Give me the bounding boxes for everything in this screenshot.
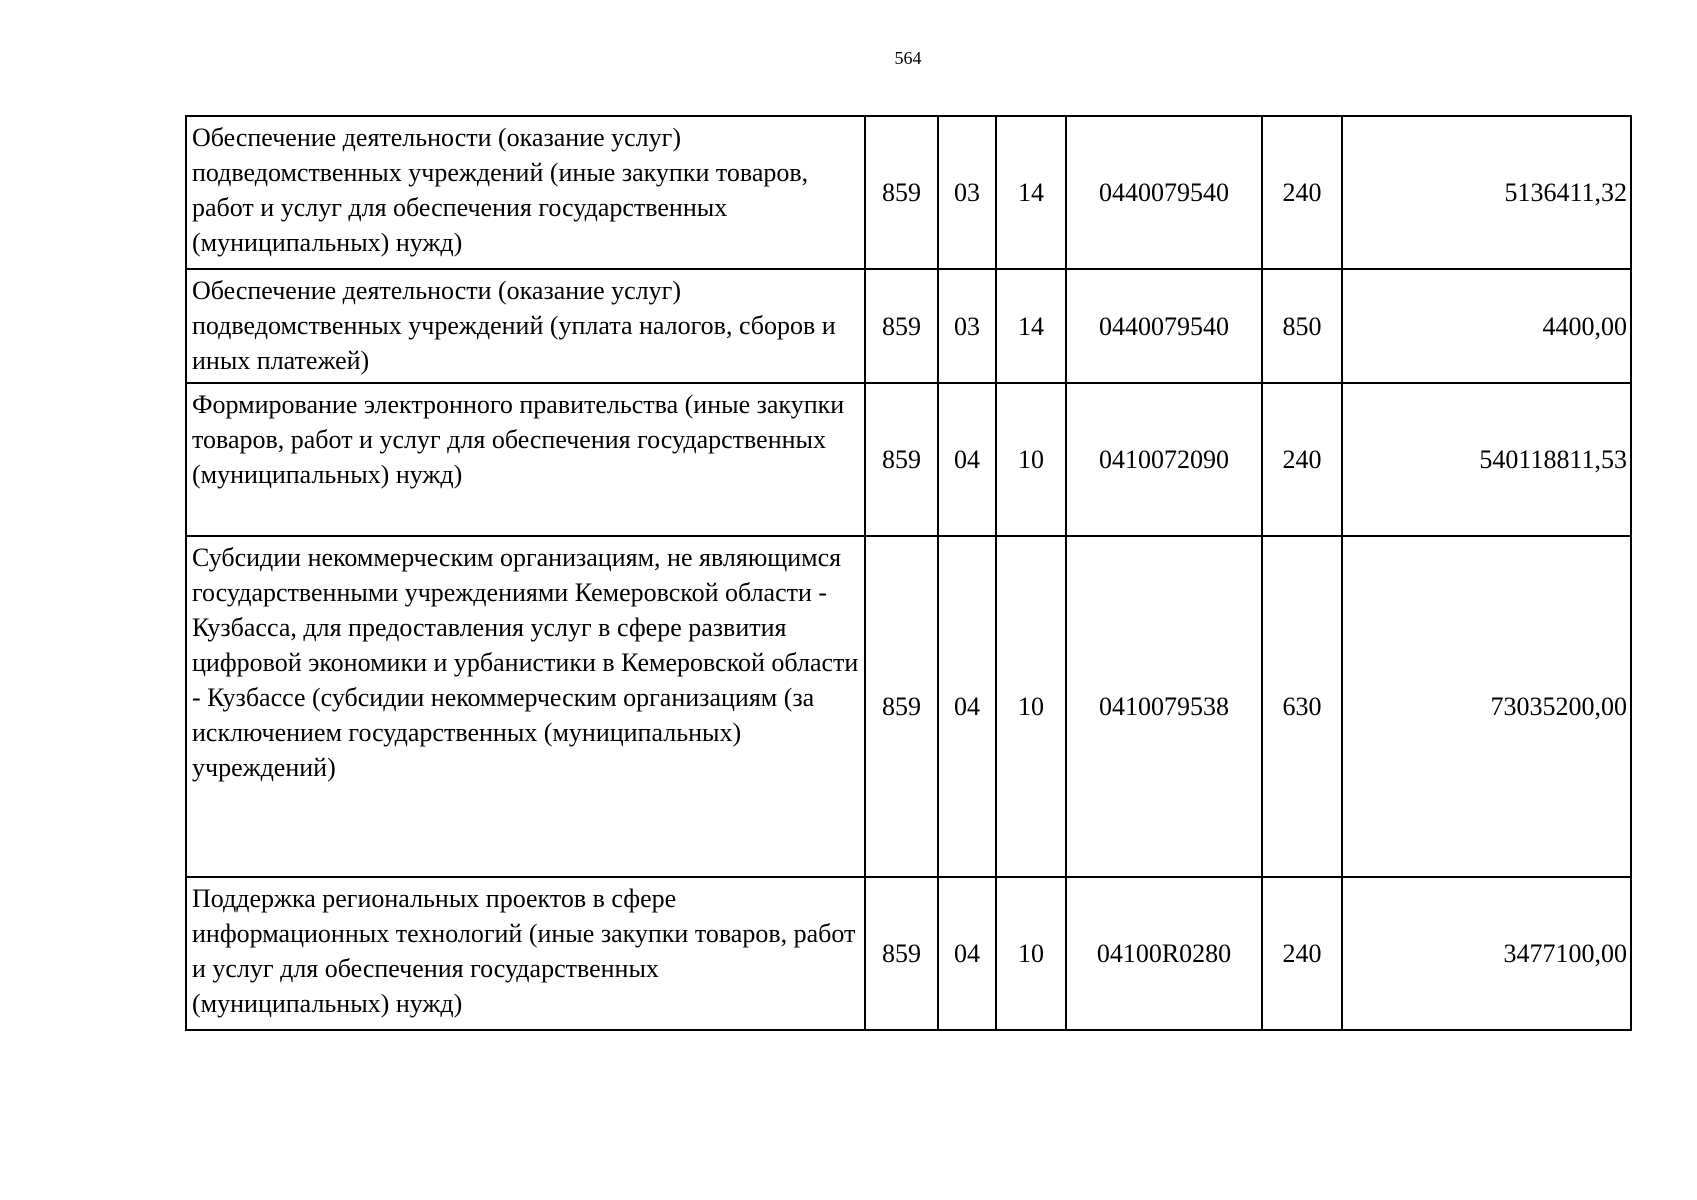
subsection-code: 10 — [996, 877, 1066, 1030]
ministry-code: 859 — [865, 269, 938, 383]
subsection-code: 14 — [996, 116, 1066, 269]
section-code: 03 — [938, 269, 996, 383]
ministry-code: 859 — [865, 383, 938, 536]
amount: 540118811,53 — [1342, 383, 1631, 536]
budget-table — [185, 115, 1632, 1031]
subsection-code: 10 — [996, 383, 1066, 536]
ministry-code: 859 — [865, 877, 938, 1030]
row-description: Обеспечение деятельности (оказание услуг) подведомственных учреждений (иные закупки товаров, работ и услуг для обеспечения государственных (муниципальных) нужд) — [186, 116, 865, 269]
target-article-code: 04100R0280 — [1066, 877, 1262, 1030]
table-row — [186, 877, 1631, 1030]
amount: 4400,00 — [1342, 269, 1631, 383]
target-article-code: 0410072090 — [1066, 383, 1262, 536]
row-description: Формирование электронного правительства (иные закупки товаров, работ и услуг для обеспечения государственных (муниципальных) нужд) — [186, 383, 865, 536]
expense-type-code: 850 — [1262, 269, 1342, 383]
table-row — [186, 116, 1631, 269]
expense-type-code: 240 — [1262, 383, 1342, 536]
amount: 73035200,00 — [1342, 536, 1631, 877]
section-code: 04 — [938, 877, 996, 1030]
subsection-code: 10 — [996, 536, 1066, 877]
row-description: Субсидии некоммерческим организациям, не являющимся государственными учреждениями Кемеровской области - Кузбасса, для предоставления услуг в сфере развития цифровой экономики и урбанистики в Кемеровской области - Кузбассе (субсидии некоммерческим организациям (за исключением государственных (муниципальных) учреждений) — [186, 536, 865, 877]
ministry-code: 859 — [865, 116, 938, 269]
table-row — [186, 383, 1631, 536]
target-article-code: 0440079540 — [1066, 269, 1262, 383]
expense-type-code: 240 — [1262, 877, 1342, 1030]
expense-type-code: 630 — [1262, 536, 1342, 877]
section-code: 03 — [938, 116, 996, 269]
row-description: Поддержка региональных проектов в сфере информационных технологий (иные закупки товаров, работ и услуг для обеспечения государственных (муниципальных) нужд) — [186, 877, 865, 1030]
table-row — [186, 269, 1631, 383]
section-code: 04 — [938, 536, 996, 877]
amount: 3477100,00 — [1342, 877, 1631, 1030]
target-article-code: 0440079540 — [1066, 116, 1262, 269]
expense-type-code: 240 — [1262, 116, 1342, 269]
section-code: 04 — [938, 383, 996, 536]
table-row — [186, 536, 1631, 877]
amount: 5136411,32 — [1342, 116, 1631, 269]
ministry-code: 859 — [865, 536, 938, 877]
row-description: Обеспечение деятельности (оказание услуг) подведомственных учреждений (уплата налогов, сборов и иных платежей) — [186, 269, 865, 383]
page-number: 564 — [894, 48, 922, 68]
target-article-code: 0410079538 — [1066, 536, 1262, 877]
subsection-code: 14 — [996, 269, 1066, 383]
